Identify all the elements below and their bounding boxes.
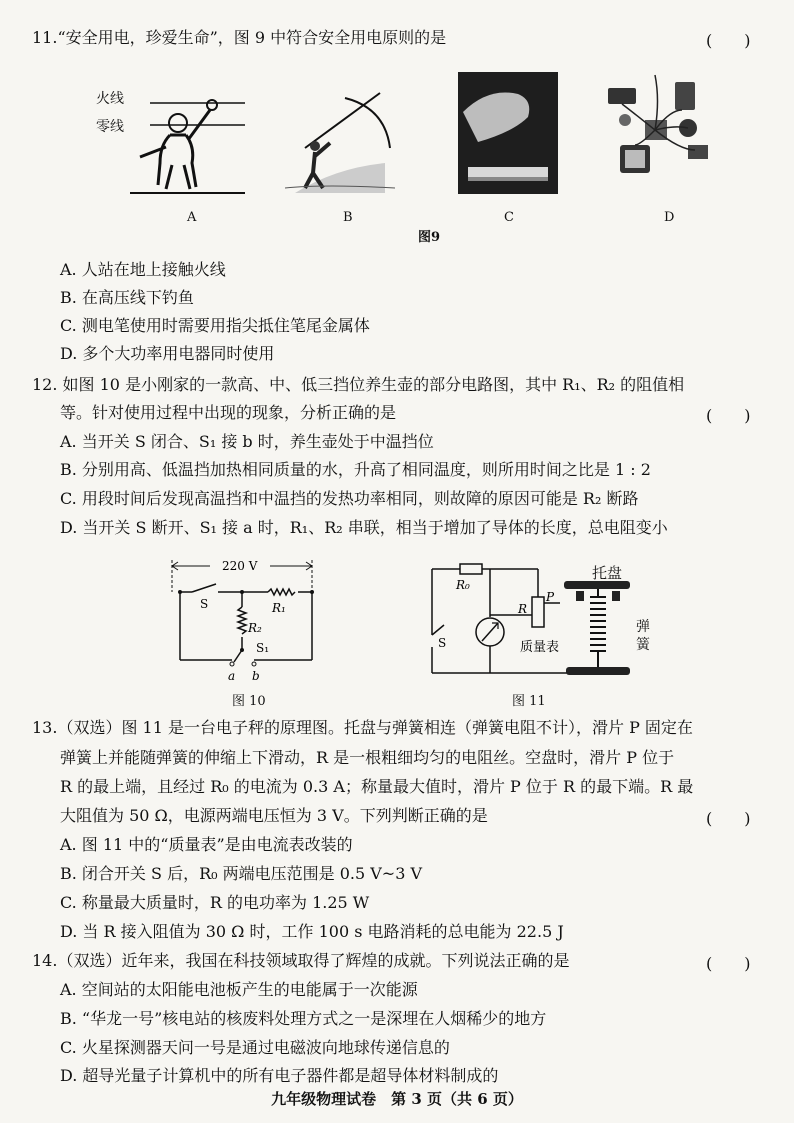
fig11-r-label: R (518, 602, 528, 616)
fig9-d-illustration (600, 70, 720, 195)
fig10-switch-s1-label: S₁ (256, 641, 270, 655)
q13-stem-line2: 弹簧上并能随弹簧的伸缩上下滑动，R 是一根粗细均匀的电阻丝。空盘时，滑片 P 位于 (60, 748, 675, 767)
q11-option-d: D. 多个大功率用电器同时使用 (60, 344, 275, 363)
q14-option-a: A. 空间站的太阳能电池板产生的电能属于一次能源 (60, 980, 418, 999)
fig10-node-a-label: a (228, 669, 236, 683)
q13-option-b: B. 闭合开关 S 后，R₀ 两端电压范围是 0.5 V~3 V (60, 864, 423, 883)
fig9-b-illustration (285, 88, 395, 198)
q14-answer-paren: ( ) (706, 954, 751, 973)
fig10-node-b-label: b (252, 669, 260, 683)
q13-option-c: C. 称量最大质量时，R 的电功率为 1.25 W (60, 893, 370, 912)
fig9-a-live-label: 火线 (96, 91, 124, 107)
fig11-meter-label: 质量表 (520, 640, 560, 655)
q13-stem-line3: R 的最上端，且经过 R₀ 的电流为 0.3 A；称量最大值时，滑片 P 位于 R 的最下端。R 最 (60, 777, 694, 796)
fig9-caption: 图9 (418, 230, 441, 245)
fig11-spring-label-1: 弹 (636, 619, 650, 635)
fig11-switch-s-label: S (438, 636, 447, 650)
q14-option-c: C. 火星探测器天问一号是通过电磁波向地球传递信息的 (60, 1038, 450, 1057)
q11-option-b: B. 在高压线下钓鱼 (60, 288, 194, 307)
q13-stem-line1: 13.（双选）图 11 是一台电子秤的原理图。托盘与弹簧相连（弹簧电阻不计），滑片 P 固定在 (32, 718, 693, 737)
q13-option-a: A. 图 11 中的“质量表”是由电流表改装的 (60, 835, 353, 854)
q12-option-d: D. 当开关 S 断开、S₁ 接 a 时，R₁、R₂ 串联，相当于增加了导体的长度，总电阻变小 (60, 518, 668, 537)
q11-stem: 11.“安全用电，珍爱生命”，图 9 中符合安全用电原则的是 (32, 28, 447, 47)
q13-answer-paren: ( ) (706, 809, 751, 828)
fig9-label-d: D (664, 210, 675, 225)
q14-option-b: B. “华龙一号”核电站的核废料处理方式之一是深埋在人烟稀少的地方 (60, 1009, 547, 1028)
fig9-c-photo (458, 72, 558, 194)
fig10-r2-label: R₂ (248, 621, 262, 635)
fig9-label-c: C (504, 210, 514, 225)
fig9-label-b: B (343, 210, 353, 225)
q14-option-d: D. 超导光量子计算机中的所有电子器件都是超导体材料制成的 (60, 1066, 499, 1085)
q12-option-a: A. 当开关 S 闭合、S₁ 接 b 时，养生壶处于中温挡位 (60, 432, 434, 451)
fig10-voltage-label: 220 V (222, 559, 258, 573)
q11-option-a: A. 人站在地上接触火线 (60, 260, 226, 279)
q11-answer-paren: ( ) (706, 31, 751, 50)
fig10-switch-s-label: S (200, 597, 209, 611)
fig11-slider-p-label: P (546, 590, 555, 604)
q13-option-d: D. 当 R 接入阻值为 30 Ω 时，工作 100 s 电路消耗的总电能为 22.5 J (60, 922, 564, 941)
fig10-circuit (160, 552, 330, 692)
fig11-r0-label: R₀ (456, 578, 470, 592)
q11-option-c: C. 测电笔使用时需要用指尖抵住笔尾金属体 (60, 316, 370, 335)
fig11-spring-label-2: 簧 (636, 637, 650, 653)
q12-stem-line2: 等。针对使用过程中出现的现象，分析正确的是 (60, 403, 397, 422)
q12-option-c: C. 用段时间后发现高温挡和中温挡的发热功率相同，则故障的原因可能是 R₂ 断路 (60, 489, 639, 508)
fig9-label-a: A (187, 210, 197, 225)
q12-answer-paren: ( ) (706, 406, 751, 425)
q12-option-b: B. 分别用高、低温挡加热相同质量的水，升高了相同温度，则所用时间之比是 1 : 2 (60, 460, 651, 479)
page-footer: 九年级物理试卷 第 3 页（共 6 页） (271, 1090, 523, 1108)
q13-stem-line4: 大阻值为 50 Ω，电源两端电压恒为 3 V。下列判断正确的是 (60, 806, 488, 825)
fig9-a-neutral-label: 零线 (96, 119, 124, 135)
fig11-tray-label: 托盘 (592, 564, 623, 582)
q14-stem: 14.（双选）近年来，我国在科技领域取得了辉煌的成就。下列说法正确的是 (32, 951, 570, 970)
q12-stem-line1: 12. 如图 10 是小刚家的一款高、中、低三挡位养生壶的部分电路图，其中 R₁、R₂ 的阻值相 (32, 375, 685, 394)
fig10-r1-label: R₁ (272, 601, 286, 615)
fig11-caption: 图 11 (512, 694, 546, 709)
fig10-caption: 图 10 (232, 694, 266, 709)
